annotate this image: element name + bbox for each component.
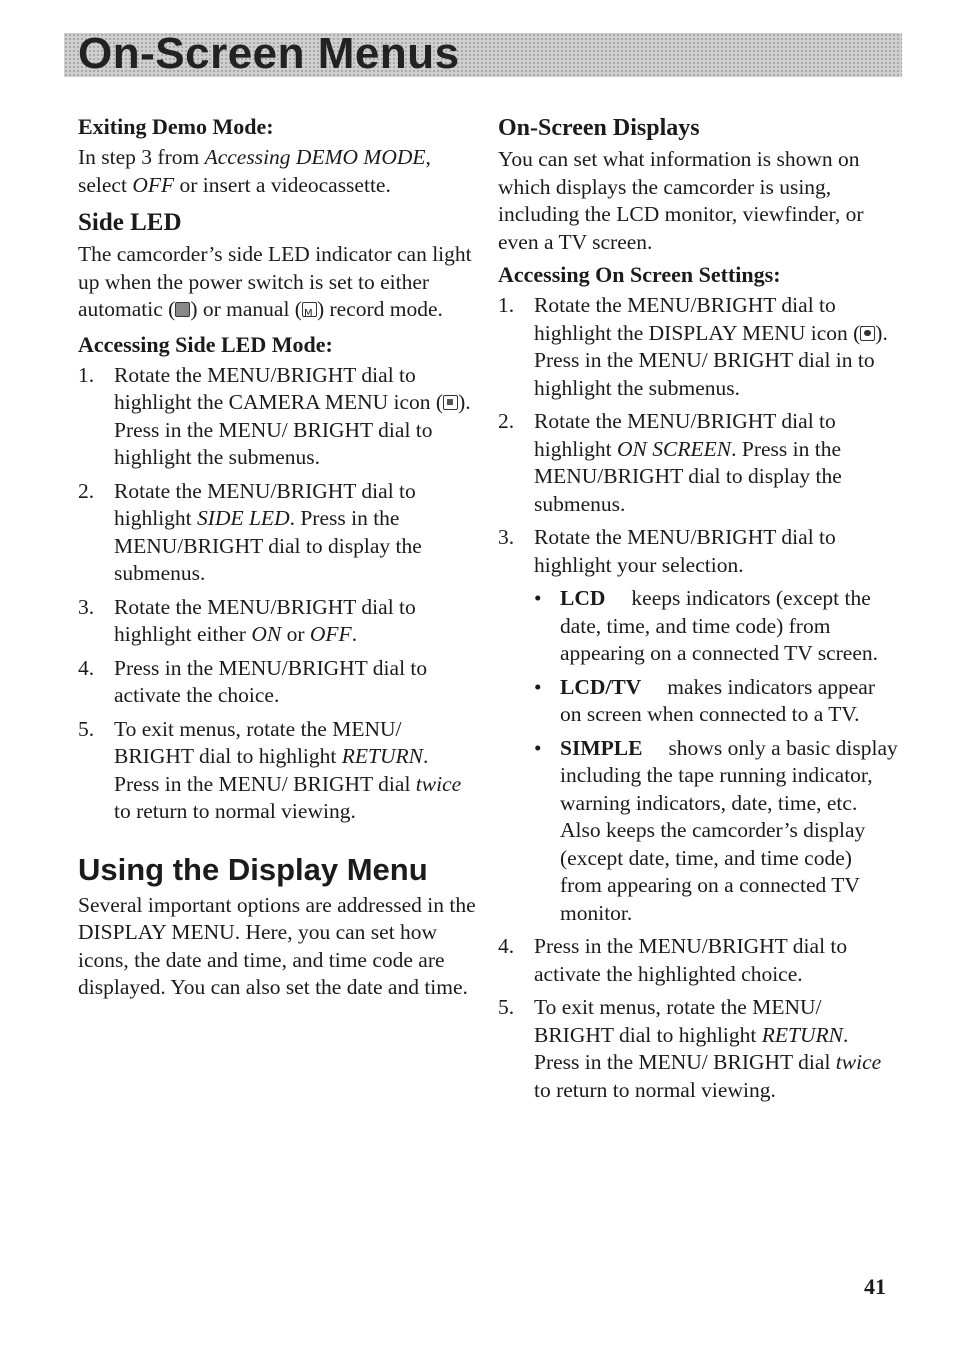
side-led-steps <box>78 362 478 826</box>
list-item <box>498 933 898 988</box>
text-run: Rotate the MENU/BRIGHT dial to highlight either <box>114 594 416 646</box>
text-run-italic: OFF <box>309 622 352 646</box>
list-item <box>78 655 478 710</box>
text-run: . Press in the MENU/ BRIGHT dial <box>534 1022 849 1074</box>
option-description: keeps indicators (except the date, time, and time code) from appearing on a connected TV screen. <box>560 586 878 665</box>
list-item <box>534 585 898 668</box>
text-run: The camcorder’s side LED indicator can light up when the power switch is set to either automatic ( <box>78 242 472 321</box>
list-item <box>534 674 898 729</box>
step-number: 1. <box>498 293 515 317</box>
text-run: or insert a videocassette. <box>174 172 391 197</box>
text-run: Rotate the MENU/BRIGHT dial to highlight the DISPLAY MENU icon ( <box>534 293 861 345</box>
display-options-list <box>534 585 898 927</box>
on-screen-displays-text: You can set what information is shown on which displays the camcorder is using, including the LCD monitor, viewfinder, or even a TV screen. <box>498 147 864 254</box>
text-run: or <box>281 622 310 646</box>
text-run: to return to normal viewing. <box>114 799 356 823</box>
accessing-on-screen-heading: Accessing On Screen Settings: <box>498 262 781 287</box>
text-run-italic: twice <box>415 771 462 796</box>
text-run: To exit menus, rotate the MENU/ BRIGHT dial to highlight <box>534 995 822 1047</box>
bullet-icon: • <box>534 674 542 699</box>
step-number: 5. <box>498 995 515 1019</box>
list-item <box>78 362 478 472</box>
text-run: ). Press in the MENU/ BRIGHT dial in to highlight the submenus. <box>534 320 888 400</box>
text-run-italic: RETURN <box>341 744 423 768</box>
exiting-demo-heading: Exiting Demo Mode: <box>78 114 274 139</box>
list-item <box>498 994 898 1104</box>
page-title: On-Screen Menus <box>78 29 460 78</box>
list-item <box>78 594 478 649</box>
text-run-italic: OFF <box>132 172 175 197</box>
bullet-icon: • <box>534 735 542 760</box>
text-run: Press in the MENU/BRIGHT dial to activate the highlighted choice. <box>534 934 848 986</box>
text-run-italic: ON <box>251 622 282 646</box>
text-run: Press in the MENU/BRIGHT dial to activate the choice. <box>114 655 428 707</box>
step-number: 2. <box>498 409 515 433</box>
text-run-italic: twice <box>835 1050 882 1074</box>
step-number: 3. <box>78 594 95 619</box>
accessing-side-led-heading: Accessing Side LED Mode: <box>78 331 333 357</box>
using-display-menu-heading: Using the Display Menu <box>78 851 428 887</box>
on-screen-displays-heading: On-Screen Displays <box>498 115 700 141</box>
text-run: . Press in the MENU/ BRIGHT dial <box>114 744 429 796</box>
step-number: 3. <box>498 525 515 549</box>
camera-menu-icon <box>443 395 458 410</box>
step-number: 4. <box>498 934 515 958</box>
step-number: 1. <box>78 362 95 387</box>
text-run-italic: Accessing DEMO MODE <box>204 145 426 169</box>
step-number: 4. <box>78 655 95 680</box>
option-term: LCD/TV <box>560 674 642 699</box>
option-description: shows only a basic display including the tape running indicator, warning indicators, date, time, etc. Also keeps the camcorder’s display (except date, time, and time code) from appearing on a connected TV monitor. <box>560 735 898 925</box>
side-led-text <box>78 241 478 324</box>
step-number: 5. <box>78 716 95 741</box>
step-number: 2. <box>78 478 95 503</box>
text-run: . Press in the MENU/BRIGHT dial to display the submenus. <box>114 506 422 585</box>
right-column <box>498 112 898 1104</box>
list-item <box>534 735 898 928</box>
list-item <box>78 478 478 588</box>
auto-mode-icon <box>175 302 190 317</box>
text-run: To exit menus, rotate the MENU/ BRIGHT dial to highlight <box>114 716 402 768</box>
list-item <box>498 292 898 402</box>
text-run-italic: RETURN <box>761 1022 843 1047</box>
text-run: . <box>351 622 358 646</box>
text-run-italic: SIDE LED <box>197 506 290 530</box>
display-menu-icon <box>860 326 875 341</box>
text-run: ) record mode. <box>316 297 443 321</box>
manual-mode-icon <box>302 302 317 317</box>
text-run: Rotate the MENU/BRIGHT dial to highlight your selection. <box>534 525 836 577</box>
text-run: , select <box>78 145 431 197</box>
using-display-menu-text: Several important options are addressed in the DISPLAY MENU. Here, you can set how icons, the date and time, and time code are displayed. You can also set the date and time. <box>78 892 476 999</box>
text-run: ) or manual ( <box>190 297 302 321</box>
text-run: Rotate the MENU/BRIGHT dial to highlight <box>114 478 416 530</box>
exiting-demo-text <box>78 144 478 199</box>
text-run: to return to normal viewing. <box>534 1077 776 1102</box>
option-term: LCD <box>560 586 606 610</box>
option-term: SIMPLE <box>560 735 643 760</box>
left-column <box>78 112 478 1002</box>
page-number: 41 <box>864 1274 886 1299</box>
option-description: makes indicators appear on screen when connected to a TV. <box>560 674 875 726</box>
list-item <box>498 524 898 927</box>
text-run: ). Press in the MENU/ BRIGHT dial to highlight the submenus. <box>114 390 471 469</box>
text-run: In step 3 from <box>78 145 205 169</box>
text-run: Rotate the MENU/BRIGHT dial to highlight <box>534 409 836 461</box>
bullet-icon: • <box>534 586 542 610</box>
side-led-heading: Side LED <box>78 209 182 236</box>
list-item <box>498 408 898 518</box>
text-run: Rotate the MENU/BRIGHT dial to highlight the CAMERA MENU icon ( <box>114 362 444 414</box>
list-item <box>78 716 478 826</box>
text-run-italic: ON SCREEN <box>617 436 732 461</box>
on-screen-steps <box>498 292 898 1104</box>
text-run: . Press in the MENU/BRIGHT dial to display the submenus. <box>534 436 842 516</box>
